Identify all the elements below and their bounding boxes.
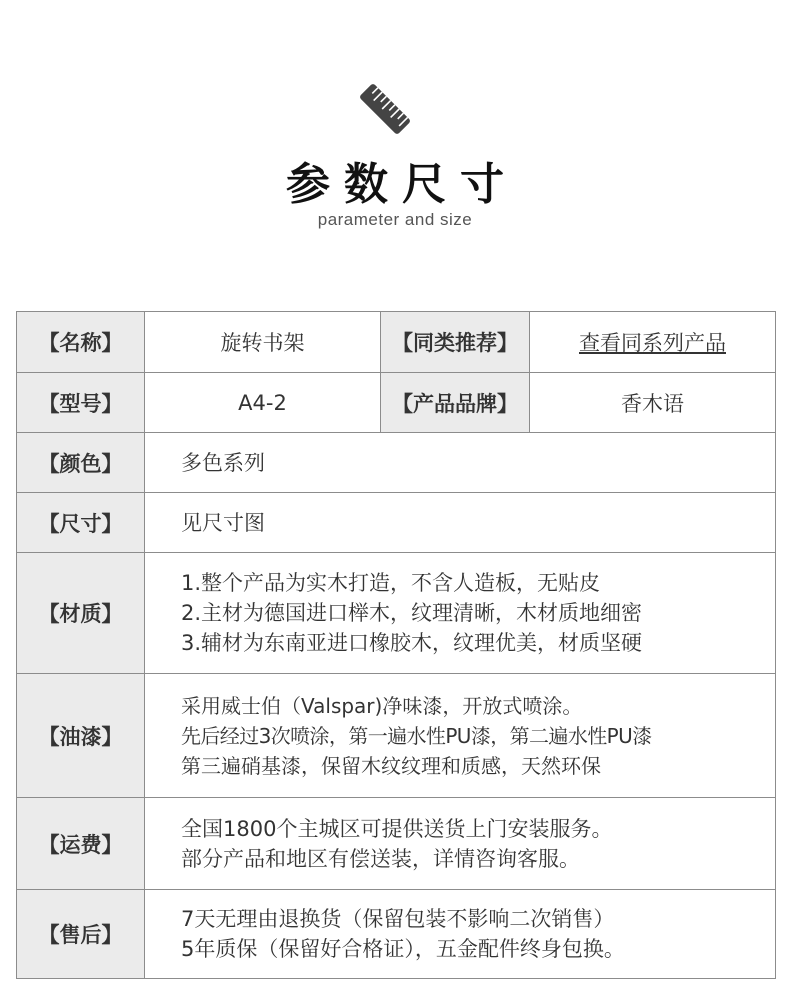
table-row (17, 798, 776, 890)
table-row (17, 890, 776, 979)
recommend-cell (530, 312, 776, 373)
table-row (17, 433, 776, 493)
brand-value: 香木语 (530, 373, 776, 433)
brand-label: 【产品品牌】 (381, 373, 530, 433)
aftersales-line-1: 7天无理由退换货（保留包装不影响二次销售） (181, 907, 615, 931)
material-line-2: 2.主材为德国进口榉木，纹理清晰，木材质地细密 (181, 601, 643, 625)
aftersales-label: 【售后】 (17, 890, 145, 979)
recommend-label: 【同类推荐】 (381, 312, 530, 373)
table-row (17, 493, 776, 553)
table-row (17, 553, 776, 674)
shipping-label: 【运费】 (17, 798, 145, 890)
size-label: 【尺寸】 (17, 493, 145, 553)
page-subtitle: parameter and size (317, 210, 473, 229)
material-line-3: 3.辅材为东南亚进口橡胶木，纹理优美，材质坚硬 (181, 631, 643, 655)
header (0, 0, 790, 300)
page-title: 参数尺寸 (286, 159, 518, 210)
table-row (17, 674, 776, 798)
table-row (17, 312, 776, 373)
paint-value (145, 674, 776, 798)
model-value: A4-2 (145, 373, 381, 433)
shipping-line-1: 全国1800个主城区可提供送货上门安装服务。 (181, 816, 613, 841)
material-label: 【材质】 (17, 553, 145, 674)
size-value: 见尺寸图 (145, 493, 776, 553)
aftersales-value (145, 890, 776, 979)
color-value: 多色系列 (145, 433, 776, 493)
name-value: 旋转书架 (145, 312, 381, 373)
material-value (145, 553, 776, 674)
table-row (17, 373, 776, 433)
shipping-value (145, 798, 776, 890)
aftersales-line-2: 5年质保（保留好合格证），五金配件终身包换。 (181, 937, 625, 961)
model-label: 【型号】 (17, 373, 145, 433)
material-line-1: 1.整个产品为实木打造，不含人造板，无贴皮 (181, 571, 601, 595)
color-label: 【颜色】 (17, 433, 145, 493)
spec-table (16, 311, 776, 979)
paint-label: 【油漆】 (17, 674, 145, 798)
shipping-line-2: 部分产品和地区有偿送装，详情咨询客服。 (181, 846, 580, 871)
name-label: 【名称】 (17, 312, 145, 373)
paint-line-2: 先后经过3次喷涂，第一遍水性PU漆，第二遍水性PU漆 (181, 723, 652, 748)
view-series-link[interactable]: 查看同系列产品 (579, 331, 726, 355)
paint-line-3: 第三遍硝基漆，保留木纹纹理和质感，天然环保 (181, 753, 601, 778)
ruler-icon (356, 80, 414, 138)
paint-line-1: 采用威士伯（Valspar)净味漆，开放式喷涂。 (181, 693, 583, 718)
